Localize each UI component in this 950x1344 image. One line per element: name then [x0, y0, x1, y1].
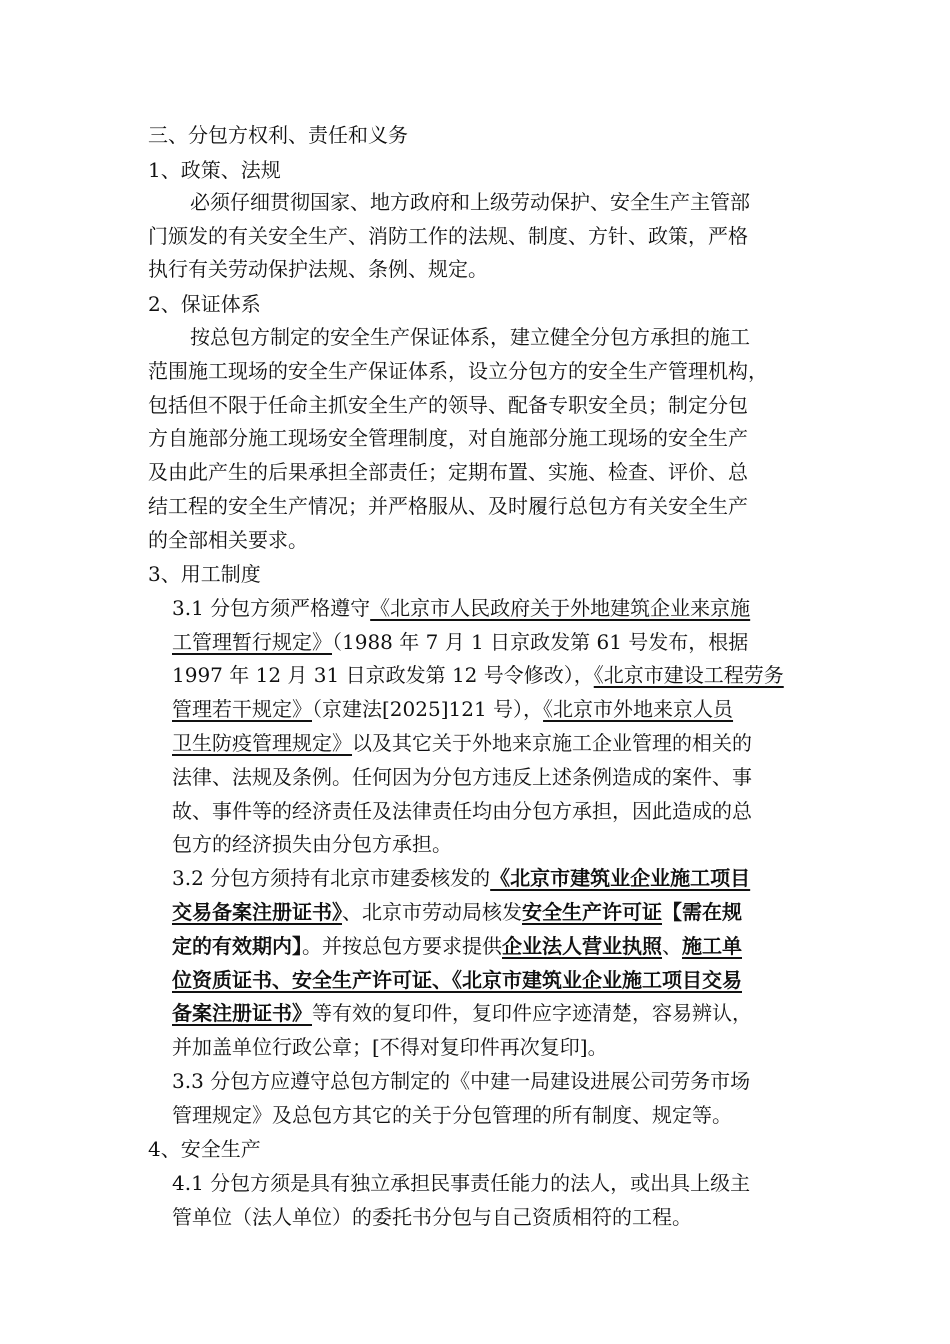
- paragraph-line: [172, 692, 733, 726]
- regulation-reference: 卫生防疫管理规定》: [172, 731, 352, 755]
- paragraph-line: 故、事件等的经济责任及法律责任均由分包方承担，因此造成的总: [172, 799, 752, 823]
- heading-guarantee-system: 2、保证体系: [148, 292, 261, 316]
- paragraph-line: [172, 963, 742, 997]
- paragraph-line: 执行有关劳动保护法规、条例、规定。: [148, 257, 488, 281]
- paragraph-line: [172, 929, 742, 963]
- paragraph-line: 包方的经济损失由分包方承担。: [172, 832, 452, 856]
- paragraph-line: 包括但不限于任命主抓安全生产的领导、配备专职安全员；制定分包: [148, 393, 748, 417]
- paragraph-line: 法律、法规及条例。任何因为分包方违反上述条例造成的案件、事: [172, 765, 752, 789]
- paragraph-line: [172, 726, 752, 760]
- certificate-reference: 《北京市建筑业企业施工项目: [490, 866, 751, 890]
- paragraph-line: 门颁发的有关安全生产、消防工作的法规、制度、方针、政策，严格: [148, 224, 748, 248]
- regulation-reference: 管理若干规定》: [172, 697, 312, 721]
- clause-text: 、北京市劳动局核发: [342, 900, 522, 924]
- certificate-reference: 位资质证书、安全生产许可证、《北京市建筑业企业施工项目交易: [172, 968, 742, 992]
- regulation-reference: 《北京市人民政府关于外地建筑企业来京施: [370, 596, 751, 620]
- paragraph-line: [172, 996, 752, 1030]
- section-title: 三、分包方权利、责任和义务: [148, 123, 408, 147]
- regulation-reference: 《北京市建设工程劳务: [593, 663, 784, 687]
- clause-text: 等有效的复印件，复印件应字迹清楚，容易辨认，: [312, 1001, 752, 1025]
- certificate-reference: 企业法人营业执照: [502, 934, 662, 958]
- paragraph-line: 及由此产生的后果承担全部责任；定期布置、实施、检查、评价、总: [148, 460, 748, 484]
- clause-text: 以及其它关于外地来京施工企业管理的相关的: [352, 731, 752, 755]
- clause-text: 3.2 分包方须持有北京市建委核发的: [172, 866, 491, 890]
- paragraph-line: 按总包方制定的安全生产保证体系，建立健全分包方承担的施工: [190, 325, 750, 349]
- clause-text: （京建法[2025]121 号），: [312, 697, 544, 721]
- paragraph-line: 必须仔细贯彻国家、地方政府和上级劳动保护、安全生产主管部: [190, 190, 750, 214]
- paragraph-line: [172, 625, 748, 659]
- certificate-reference: 交易备案注册证书》: [172, 900, 342, 924]
- paragraph-line: 管理规定》及总包方其它的关于分包管理的所有制度、规定等。: [172, 1103, 732, 1127]
- paragraph-line: [172, 658, 784, 692]
- paragraph-line: [172, 861, 750, 895]
- heading-policy: 1、政策、法规: [148, 158, 281, 182]
- paragraph-line: 范围施工现场的安全生产保证体系，设立分包方的安全生产管理机构，: [148, 359, 768, 383]
- paragraph-line: [172, 591, 750, 625]
- paragraph-line: 3.3 分包方应遵守总包方制定的《中建一局建设进展公司劳务市场: [172, 1069, 751, 1093]
- clause-text: 、: [662, 934, 682, 958]
- clause-text: 1997 年 12 月 31 日京政发第 12 号令修改），: [172, 663, 594, 687]
- paragraph-line: [172, 895, 742, 929]
- paragraph-line: 方自施部分施工现场安全管理制度，对自施部分施工现场的安全生产: [148, 426, 748, 450]
- regulation-reference: 《北京市外地来京人员: [543, 697, 734, 721]
- certificate-reference: 安全生产许可证: [522, 900, 662, 924]
- paragraph-line: 管单位（法人单位）的委托书分包与自己资质相符的工程。: [172, 1205, 692, 1229]
- heading-safety-production: 4、安全生产: [148, 1137, 261, 1161]
- clause-text: 【需在规: [662, 900, 742, 924]
- certificate-reference: 备案注册证书》: [172, 1001, 312, 1025]
- paragraph-line: 4.1 分包方须是具有独立承担民事责任能力的法人，或出具上级主: [172, 1171, 751, 1195]
- clause-text: 。并按总包方要求提供: [302, 934, 502, 958]
- paragraph-line: 并加盖单位行政公章；[不得对复印件再次复印]。: [172, 1035, 608, 1059]
- regulation-reference: 工管理暂行规定》: [172, 630, 332, 654]
- clause-text: 定的有效期内】: [172, 934, 302, 958]
- paragraph-line: 的全部相关要求。: [148, 528, 308, 552]
- certificate-reference: 施工单: [682, 934, 742, 958]
- clause-text: 3.1 分包方须严格遵守: [172, 596, 371, 620]
- heading-employment: 3、用工制度: [148, 562, 261, 586]
- paragraph-line: 结工程的安全生产情况；并严格服从、及时履行总包方有关安全生产: [148, 494, 748, 518]
- clause-text: （1988 年 7 月 1 日京政发第 61 号发布，根据: [332, 630, 749, 654]
